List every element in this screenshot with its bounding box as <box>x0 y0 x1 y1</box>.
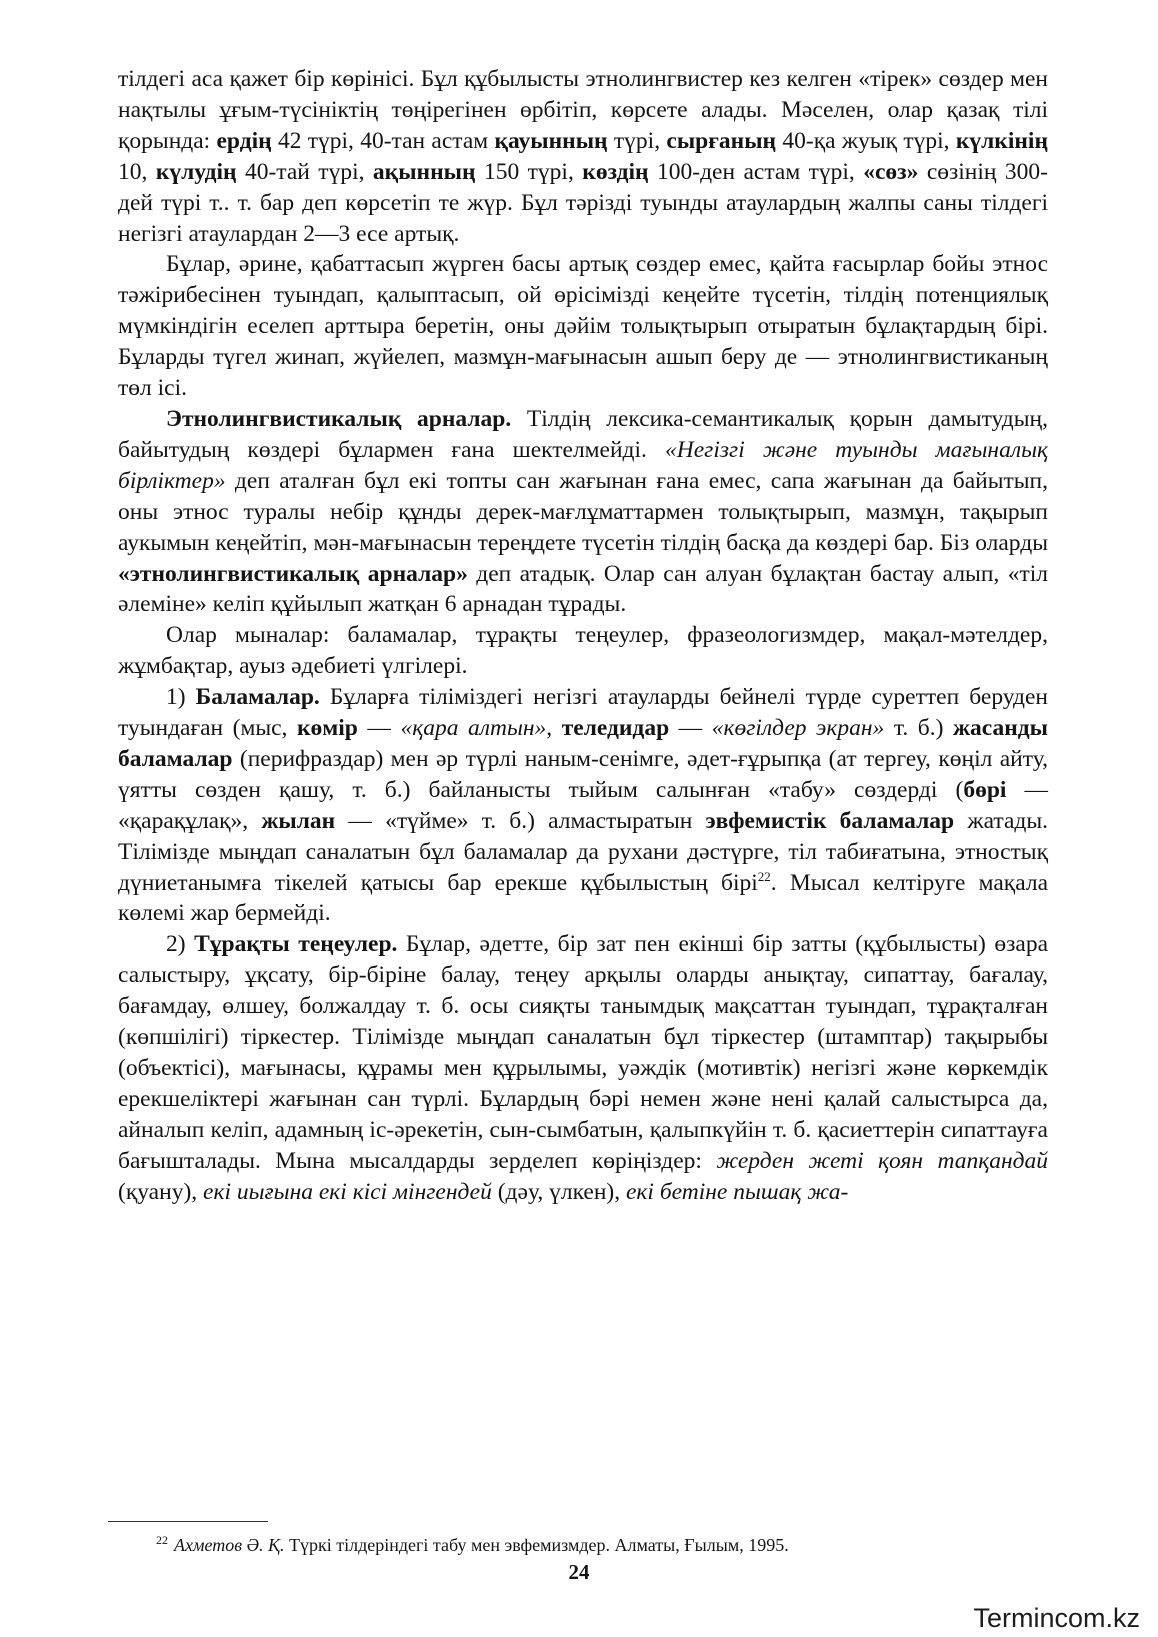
text-run: (перифраздар) мен әр түрлі наным-сенімге, әдет-ғұрыпқа (ат тергеу, көңіл айту, үятты сөзден қашу, т. б.) байланысты тыйым салынған «табу» сөздерді ( <box>118 745 1048 803</box>
text-run: теледидар <box>561 715 670 742</box>
text-run: — <box>357 715 401 742</box>
text-run: күлудің <box>155 158 237 185</box>
text-run: ердің <box>216 127 272 154</box>
page-body <box>118 64 1048 1208</box>
text-run: бөрі <box>963 776 1007 803</box>
text-run: «қара алтын» <box>400 715 547 742</box>
text-run: деп аталған бұл екі топты сан жағынан ғана емес, сапа жағынан да байытып, оны этнос туралы небір құнды дерек-мағлұматтармен толықтырып, мазмұн, тақырып аукымын кеңейтіп, мән-мағынасын тереңдете түсетін тілдің басқа да көздері бар. Біз оларды <box>118 467 1048 556</box>
text-run: жылан <box>261 807 336 834</box>
text-run: «этнолингвистикалық арналар» <box>118 560 468 587</box>
text-run: Тұрақты теңеулер. <box>194 931 398 958</box>
text-run: эвфемистік баламалар <box>705 807 955 834</box>
text-run: 1) <box>166 684 196 711</box>
text-run: 40-қа жуық түрі, <box>776 127 956 154</box>
text-run: (дәу, үлкен), <box>491 1178 626 1205</box>
footnote-divider <box>108 1521 268 1522</box>
text-run: «Негізгі және туынды мағыналық бірліктер» <box>118 436 1048 494</box>
text-run: 150 түрі, <box>475 158 583 185</box>
paragraph <box>118 64 1048 249</box>
text-run: Бұлар, әдетте, бір зат пен екінші бір затты (құбылысты) өзара салыстыру, ұқсату, бір-біріне балау, теңеу арқылы оларды анықтау, сипаттау, бағалау, бағамдау, өлшеу, болжалдау т. б. осы сияқты танымдық мақсаттан туындап, тұрақталған (көпшілігі) тіркестер. Тілімізде мыңдап саналатын бұл тіркестер (штамптар) тақырыбы (объектісі), мағынасы, құрамы мен құрылымы, уәждік (мотивтік) негізгі және көркемдік ерекшеліктері жағынан сан түрлі. Бұлардың бәрі немен және нені қалай салыстырса да, айналып келіп, адамның іс-әрекетін, сын-сымбатын, қалыпкүйін т. б. қасиеттерін сипаттауға бағышталады. Мына мысалдарды зерделеп көріңіздер: <box>118 931 1049 1174</box>
text-run: Бұларға тіліміздегі негізгі атауларды бейнелі түрде суреттеп беруден туындаған (мыс, <box>118 684 1048 742</box>
text-run: деп атадық. Олар сан алуан бұлақтан бастау алып, «тіл әлеміне» келіп құйылып жатқан 6 арнадан тұрады. <box>118 560 1048 618</box>
text-run: түрі, <box>607 127 667 154</box>
text-run: жатады. Тілімізде мыңдап саналатын бұл баламалар да рухани дәстүрге, тіл табиғатына, этностық дүниетанымға тікелей қатысы бар ерекше құбылыстың бірі <box>118 807 1048 896</box>
footnote-reference: 22 <box>757 868 771 884</box>
text-run: Бұлар, әрине, қабаттасып жүрген басы артық сөздер емес, қайта ғасырлар бойы этнос тәжірибесінен туындап, қалыптасып, ой өрісімізді кеңейте түсетін, тілдің потенциялық мүмкіндігін еселеп арттыра беретін, оны дәйім толықтырып отыратын бұлақтардың бірі. Бұларды түгел жинап, жүйелеп, мазмұн-мағынасын ашып беру де — этнолингвистиканың төл ісі. <box>118 251 1048 402</box>
text-run: т. б.) <box>884 715 953 742</box>
footnote-text: Түркі тілдеріндегі табу мен эвфемизмдер. Алматы, Ғылым, 1995. <box>284 1535 789 1555</box>
text-run: жерден жеті қоян тапқандай <box>716 1147 1048 1174</box>
text-run: көмір <box>296 715 358 742</box>
text-run: 42 түрі, 40-тан астам <box>271 127 495 154</box>
footnote <box>156 1528 1046 1557</box>
text-run: , <box>546 715 562 742</box>
footnote-number: 22 <box>156 1533 168 1547</box>
text-run: . Мысал келтіруге мақала көлемі жар бермейді. <box>118 869 1048 927</box>
text-run: Баламалар. <box>195 684 320 711</box>
paragraph <box>118 929 1048 1207</box>
text-run: сөзінің 300-дей түрі т.. т. бар деп көрсетіп те жүр. Бұл тәрізді туынды атаулардың жалпы саны тілдегі негізгі атаулардан 2—3 есе артық. <box>118 158 1049 247</box>
text-run: ақынның <box>372 158 476 185</box>
text-run: екі иығына екі кісі мінгендей <box>203 1178 492 1205</box>
text-run: жасанды баламалар <box>118 715 1049 772</box>
text-run: екі бетіне пышақ жа- <box>626 1178 849 1205</box>
text-run: қауынның <box>494 127 608 154</box>
text-run: — «түйме» т. б.) алмастыратын <box>335 807 706 834</box>
text-run: Олар мыналар: баламалар, тұрақты теңеулер, фразеологизмдер, мақал-мәтелдер, жұмбақтар, ауыз әдебиеті үлгілері. <box>118 622 1048 680</box>
text-run: сырғаның <box>666 127 777 154</box>
text-run: (қуану), <box>118 1178 204 1205</box>
paragraph <box>118 620 1048 682</box>
paragraph <box>118 404 1048 620</box>
text-run: тілдегі аса қажет бір көрінісі. Бұл құбылысты этнолингвистер кез келген «тірек» сөздер мен нақтылы ұғым-түсініктің төңірегінен өрбітіп, көрсете алады. Мәселен, олар қазақ тілі қорында: <box>118 66 1048 154</box>
footnote-author: Ахметов Ә. Қ. <box>174 1535 285 1555</box>
text-run: 10, <box>118 158 156 185</box>
text-run: Тілдің лексика-семантикалық қорын дамытудың, байытудың көздері бұлармен ғана шектелмейді. <box>118 405 1048 463</box>
text-run: 2) <box>166 931 195 958</box>
page-number: 24 <box>568 1560 590 1584</box>
paragraph <box>118 682 1048 929</box>
watermark-logo: Termincom.kz <box>973 1603 1140 1633</box>
text-run: — <box>669 715 712 742</box>
text-run: көздің <box>582 158 649 185</box>
text-run: 40-тай түрі, <box>236 158 373 185</box>
paragraph <box>118 249 1048 404</box>
text-run: «көгілдер экран» <box>711 715 885 742</box>
text-run: Этнолингвистикалық арналар. <box>166 405 512 432</box>
text-run: күлкінің <box>955 127 1048 154</box>
text-run: «сөз» <box>863 158 919 185</box>
text-run: 100-ден астам түрі, <box>648 158 864 185</box>
text-run: — «қарақұлақ», <box>118 776 1048 834</box>
